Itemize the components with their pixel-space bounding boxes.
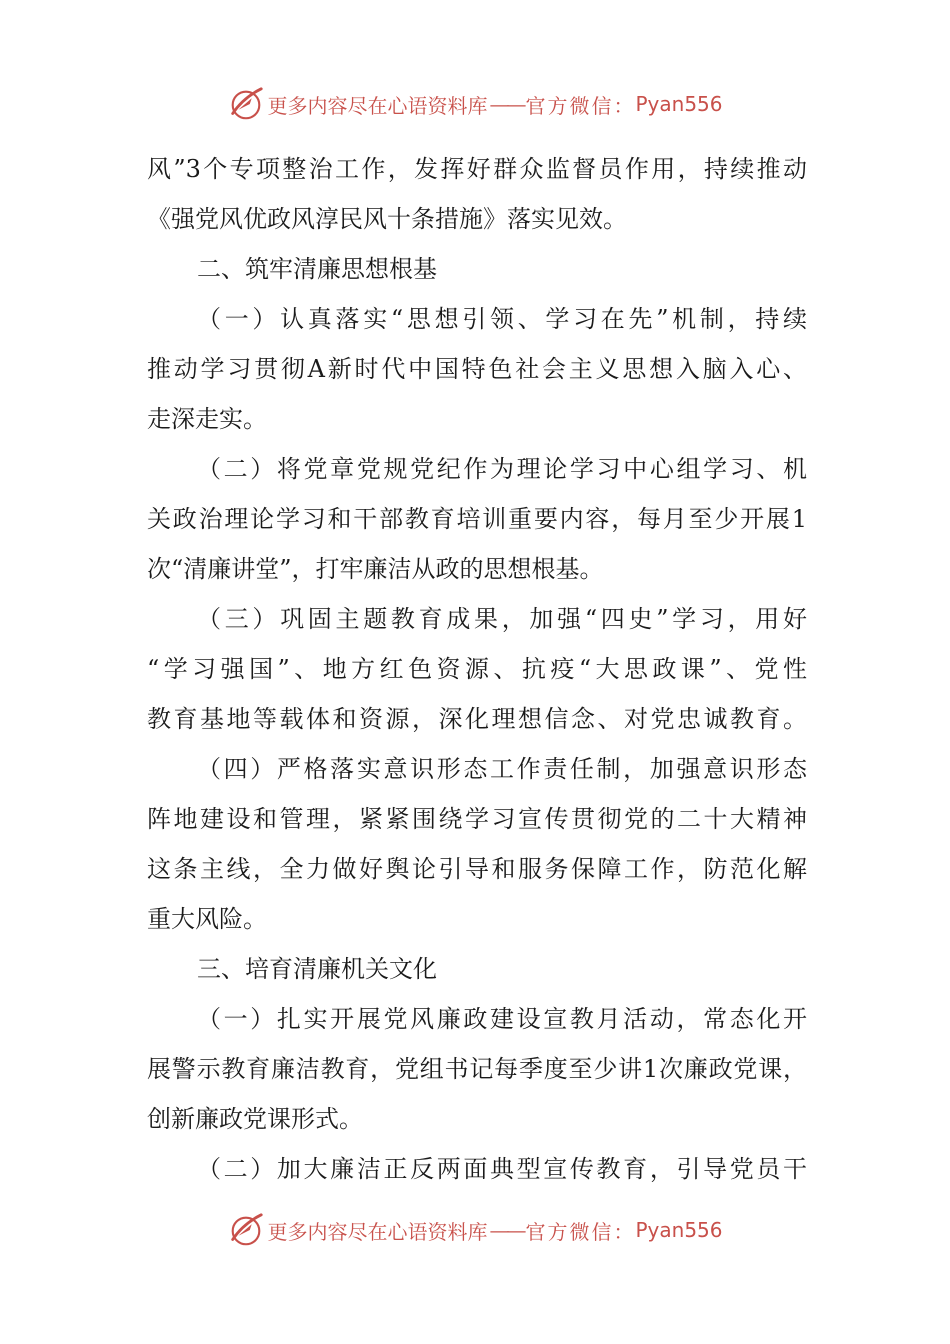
pen-circle-logo-icon [227, 85, 265, 123]
text-line: 展警示教育廉洁教育，党组书记每季度至少讲1次廉政党课， [147, 1055, 807, 1083]
text-line: 风”3个专项整治工作，发挥好群众监督员作用，持续推动 [147, 155, 807, 183]
pen-circle-logo-icon [227, 1211, 265, 1249]
banner-wechat-id: Pyan556 [635, 1218, 723, 1242]
text-line: 二、筑牢清廉思想根基 [197, 255, 437, 283]
footer-watermark-banner [0, 1208, 950, 1252]
text-line: 教育基地等载体和资源，深化理想信念、对党忠诚教育。 [147, 705, 807, 733]
document-body [147, 144, 807, 1194]
text-line: （一）认真落实“思想引领、学习在先”机制，持续 [197, 305, 807, 333]
banner-official-label: 官方微信： [525, 93, 636, 118]
text-line: 推动学习贯彻A新时代中国特色社会主义思想入脑入心、 [147, 355, 807, 383]
text-line: 次“清廉讲堂”，打牢廉洁从政的思想根基。 [147, 555, 604, 583]
text-line: 阵地建设和管理，紧紧围绕学习宣传贯彻党的二十大精神 [147, 805, 807, 833]
text-line: 创新廉政党课形式。 [147, 1105, 363, 1133]
text-line: （一）扎实开展党风廉政建设宣教月活动，常态化开 [197, 1005, 807, 1033]
header-watermark-banner [0, 82, 950, 126]
text-line: 重大风险。 [147, 905, 267, 933]
text-line: （二）加大廉洁正反两面典型宣传教育，引导党员干 [197, 1155, 807, 1183]
banner-brand-text: 更多内容尽在心语资料库 [267, 1219, 488, 1244]
text-line: 这条主线，全力做好舆论引导和服务保障工作，防范化解 [147, 855, 807, 883]
banner-brand-text: 更多内容尽在心语资料库 [267, 93, 488, 118]
text-line: 三、培育清廉机关文化 [197, 955, 437, 983]
banner-separator: —— [489, 1218, 524, 1242]
text-line: 走深走实。 [147, 405, 267, 433]
banner-wechat-id: Pyan556 [635, 92, 723, 116]
text-line: （二）将党章党规党纪作为理论学习中心组学习、机 [197, 455, 807, 483]
banner-separator: —— [489, 92, 524, 116]
text-line: （四）严格落实意识形态工作责任制，加强意识形态 [197, 755, 807, 783]
banner-official-label: 官方微信： [525, 1219, 636, 1244]
text-line: （三）巩固主题教育成果，加强“四史”学习，用好 [197, 605, 807, 633]
text-line: 关政治理论学习和干部教育培训重要内容，每月至少开展1 [147, 505, 807, 533]
text-line: 《强党风优政风淳民风十条措施》落实见效。 [147, 205, 627, 233]
text-line: “学习强国”、地方红色资源、抗疫“大思政课”、党性 [147, 655, 807, 683]
